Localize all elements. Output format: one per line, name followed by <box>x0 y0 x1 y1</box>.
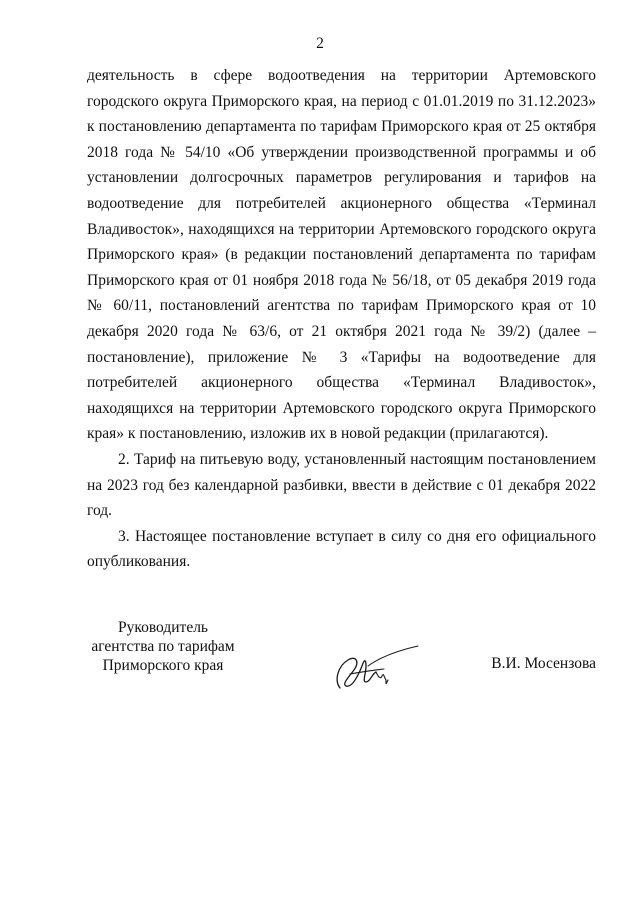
paragraph-item-2: 2. Тариф на питьевую воду, установленный настоящим постановлением на 2023 год без календарной разбивки, ввести в действие с 01 декабря 2022 год. <box>87 450 596 520</box>
signatory-position <box>78 618 248 675</box>
signatory-position-line-3: Приморского края <box>102 657 224 674</box>
page-number: 2 <box>316 35 324 52</box>
signature-block <box>0 618 640 688</box>
signatory-position-line-1: Руководитель <box>117 619 209 636</box>
paragraph-item-3: 3. Настоящее постановление вступает в силу со дня его официального опубликования. <box>87 527 596 571</box>
document-body <box>87 63 596 575</box>
paragraph-continuation: деятельность в сфере водоотведения на территории Артемовского городского округа Приморского края, на период с 01.01.2019 по 31.12.2023» к постановлению департамента по тарифам Приморского края от 25 октября 2018 года № 54/10 «Об утверждении производственной программы и об установлении долгосрочных параметров регулирования и тарифов на водоотведение для потребителей акционерного общества «Терминал Владивосток», находящихся на территории Артемовского городского округа Приморского края» (в редакции постановлений департамента по тарифам Приморского края от 01 ноября 2018 года № 56/18, от 05 декабря 2019 года № 60/11, постановлений агентства по тарифам Приморского края от 10 декабря 2020 года № 63/6, от 21 октября 2021 года № 39/2) (далее – постановление), приложение № 3 «Тарифы на водоотведение для потребителей акционерного общества «Терминал Владивосток», находящихся на территории Артемовского городского округа Приморского края» к постановлению, изложив их в новой редакции (прилагаются). <box>87 67 596 443</box>
signatory-position-line-2: агентства по тарифам <box>91 638 235 655</box>
handwritten-signature <box>322 636 422 696</box>
signatory-name: В.И. Мосензова <box>491 655 596 672</box>
